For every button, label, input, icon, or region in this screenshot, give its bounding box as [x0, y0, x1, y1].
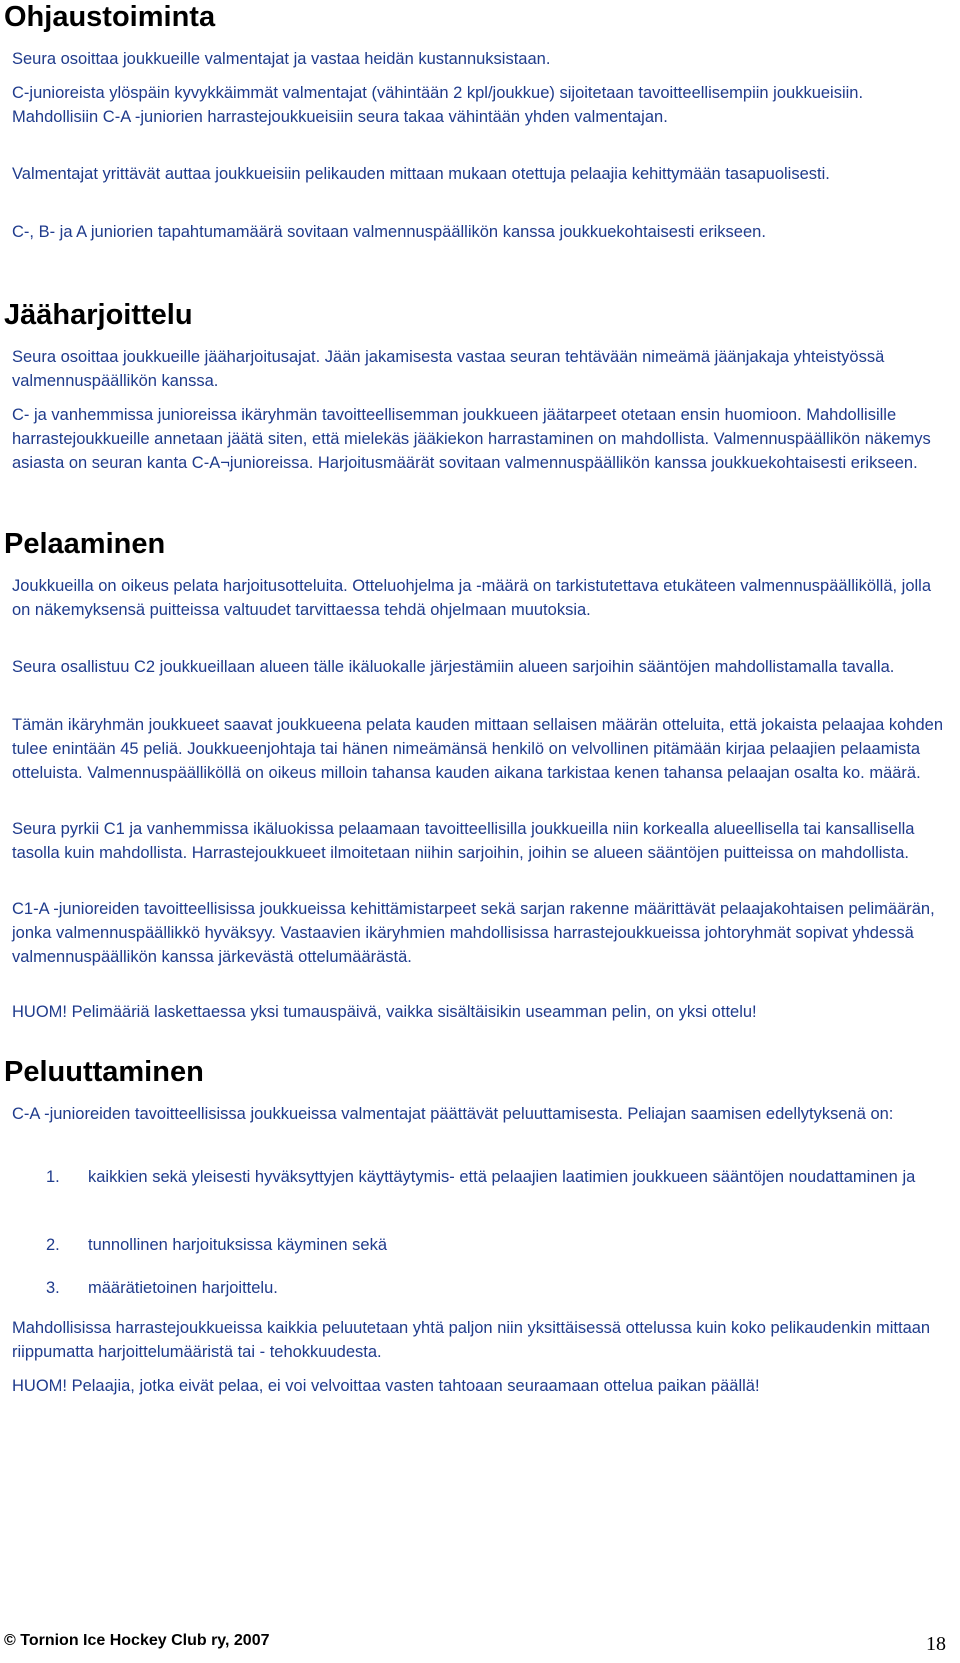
paragraph: C- ja vanhemmissa junioreissa ikäryhmän tavoitteellisemman joukkueen jäätarpeet otetaan ensin huomioon. Mahdollisille harrastejoukkueille annetaan jäätä siten, että mielekäs jääkiekon harrastaminen on mahdollista. Valmennuspäällikön näkemys asiasta on seuran kanta C-A¬junioreissa. Harjoitusmäärät sovitaan valmennuspäällikön kanssa joukkuekohtaisesti erikseen.: [12, 406, 931, 472]
paragraph: Mahdollisissa harrastejoukkueissa kaikkia peluutetaan yhtä paljon niin yksittäisessä ottelussa kuin koko pelikaudenkin mittaan riippumatta harjoittelumääristä tai - tehokkuudesta.: [12, 1319, 931, 1361]
paragraph: Valmentajat yrittävät auttaa joukkueisiin pelikauden mittaan mukaan otettuja pelaajia kehittymään tasapuolisesti.: [12, 165, 830, 183]
section-heading-ohjaustoiminta: Ohjaustoiminta: [4, 1, 216, 33]
paragraph: Seura osoittaa joukkueille valmentajat ja vastaa heidän kustannuksistaan.: [12, 50, 551, 68]
paragraph: Seura pyrkii C1 ja vanhemmissa ikäluokissa pelaamaan tavoitteellisilla joukkueilla niin korkealla alueellisella tai kansallisella tasolla kuin mahdollista. Harrastejoukkueet ilmoitetaan niihin sarjoihin, joihin se alueen sääntöjen puitteissa on mahdollista.: [12, 820, 915, 862]
list-number: 3.: [46, 1279, 60, 1297]
list-item: [46, 1233, 926, 1257]
paragraph: C1-A -junioreiden tavoitteellisissa joukkueissa kehittämistarpeet sekä sarjan rakenne määrittävät pelaajakohtaisen pelimäärän, jonka valmennuspäällikkö hyväksyy. Vastaavien ikäryhmien mahdollisissa harrastejoukkueissa johtoryhmät sopivat yhdessä valmennuspäällikön kanssa järkevästä ottelumäärästä.: [12, 900, 935, 966]
footer-copyright: © Tornion Ice Hockey Club ry, 2007: [4, 1632, 270, 1649]
paragraph: C-junioreista ylöspäin kyvykkäimmät valmentajat (vähintään 2 kpl/joukkue) sijoitetaan tavoitteellisempiin joukkueisiin. Mahdollisiin C-A -juniorien harrastejoukkueisiin seura takaa vähintään yhden valmentajan.: [12, 84, 864, 126]
list-item: [46, 1276, 926, 1300]
section-heading-peluuttaminen: Peluuttaminen: [4, 1056, 204, 1088]
page-number: 18: [926, 1633, 946, 1655]
list-text: tunnollinen harjoituksissa käyminen sekä: [88, 1236, 387, 1254]
paragraph: Joukkueilla on oikeus pelata harjoitusotteluita. Otteluohjelma ja -määrä on tarkistutettava etukäteen valmennuspäälliköllä, jolla on näkemyksensä puitteissa valtuudet tarvittaessa tehdä ohjelmaan muutoksia.: [12, 577, 932, 619]
paragraph: HUOM! Pelimääriä laskettaessa yksi tumauspäivä, vaikka sisältäisikin useamman pelin, on yksi ottelu!: [12, 1003, 757, 1021]
paragraph: Seura osallistuu C2 joukkueillaan alueen tälle ikäluokalle järjestämiin alueen sarjoihin sääntöjen mahdollistamalla tavalla.: [12, 658, 895, 676]
list-number: 2.: [46, 1236, 60, 1254]
section-heading-pelaaminen: Pelaaminen: [4, 528, 166, 560]
paragraph: HUOM! Pelaajia, jotka eivät pelaa, ei voi velvoittaa vasten tahtoaan seuraamaan ottelua paikan päällä!: [12, 1377, 760, 1395]
paragraph-intro: C-A -junioreiden tavoitteellisissa joukkueissa valmentajat päättävät peluuttamisesta. Peliajan saamisen edellytyksenä on:: [12, 1105, 894, 1123]
paragraph: Tämän ikäryhmän joukkueet saavat joukkueena pelata kauden mittaan sellaisen määrän otteluita, että jokaista pelaajaa kohden tulee enintään 45 peliä. Joukkueenjohtaja tai hänen nimeämänsä henkilö on velvollinen pitämään kirjaa pelaajien pelaamista otteluista. Valmennuspäälliköllä on oikeus milloin tahansa kauden aikana tarkistaa kenen tahansa pelaajan osalta ko. määrä.: [12, 716, 944, 782]
list-item: [46, 1165, 926, 1189]
list-text: kaikkien sekä yleisesti hyväksyttyjen käyttäytymis- että pelaajien laatimien joukkueen sääntöjen noudattaminen ja: [88, 1168, 916, 1186]
paragraph: Seura osoittaa joukkueille jääharjoitusajat. Jään jakamisesta vastaa seuran tehtävään nimeämä jäänjakaja yhteistyössä valmennuspäällikön kanssa.: [12, 348, 885, 390]
paragraph: C-, B- ja A juniorien tapahtumamäärä sovitaan valmennuspäällikön kanssa joukkuekohtaisesti erikseen.: [12, 223, 766, 241]
section-heading-jaaharjoittelu: Jääharjoittelu: [4, 299, 193, 331]
list-number: 1.: [46, 1168, 60, 1186]
list-text: määrätietoinen harjoittelu.: [88, 1279, 278, 1297]
